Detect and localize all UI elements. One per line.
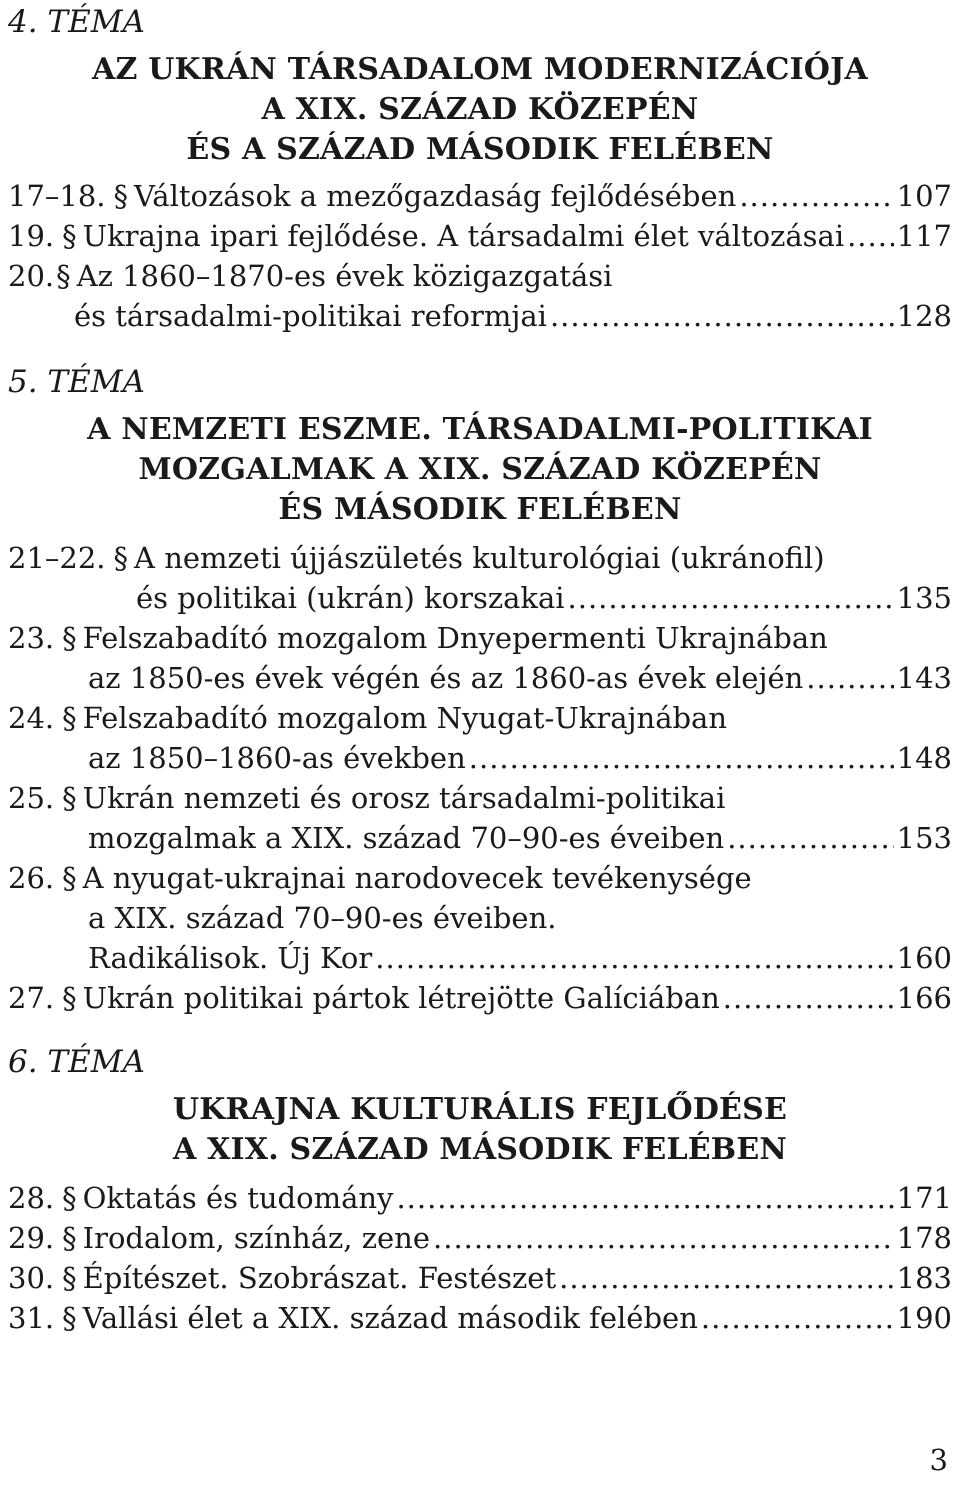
toc-entry-17-18[interactable] (8, 176, 952, 216)
dot-leader (396, 1178, 893, 1218)
entry-title: Oktatás és tudomány (82, 1181, 394, 1215)
section-sign-icon: § (62, 781, 77, 815)
section-sign-icon: § (62, 701, 77, 735)
entry-number: 25. (8, 781, 55, 815)
theme-6-title (0, 1090, 960, 1170)
dot-leader (739, 176, 893, 216)
entry-title: Ukrajna ipari fejlődése. A társadalmi élet változásai (82, 219, 845, 253)
section-sign-icon: § (62, 981, 77, 1015)
section-sign-icon: § (62, 1301, 77, 1335)
toc-entry-20[interactable] (8, 256, 952, 336)
entry-number: 27. (8, 981, 55, 1015)
toc-entry-27[interactable] (8, 978, 952, 1018)
entry-title-continuation: az 1850–1860-as években (88, 741, 466, 775)
entry-title: A nyugat-ukrajnai narodovecek tevékenysége (82, 861, 752, 895)
theme-6-title-line: UKRAJNA KULTURÁLIS FEJLŐDÉSE (172, 1092, 788, 1127)
entry-number: 21–22. (8, 541, 106, 575)
theme-5-title-line: MOZGALMAK A XIX. SZÁZAD KÖZEPÉN (138, 452, 822, 487)
entry-title-continuation: az 1850-es évek végén és az 1860-as évek elején (88, 661, 804, 695)
toc-entry-19[interactable] (8, 216, 952, 256)
dot-leader (375, 938, 893, 978)
theme-5-label: 5. TÉMA (8, 364, 145, 400)
toc-entry-29[interactable] (8, 1218, 952, 1258)
toc-entry-25[interactable] (8, 778, 952, 858)
dot-leader (550, 296, 894, 336)
section-sign-icon: § (62, 1181, 77, 1215)
entry-number: 20. (8, 259, 55, 293)
entry-title-continuation: és társadalmi-politikai reformjai (74, 299, 547, 333)
theme-5-title-line: A NEMZETI ESZME. TÁRSADALMI-POLITIKAI (87, 412, 873, 447)
entry-number: 23. (8, 621, 55, 655)
theme-5-title-line: ÉS MÁSODIK FELÉBEN (278, 492, 682, 527)
dot-leader (701, 1298, 894, 1338)
theme-4-title-line: A XIX. SZÁZAD KÖZEPÉN (261, 92, 699, 127)
dot-leader (727, 818, 893, 858)
entry-title-continuation: Radikálisok. Új Kor (88, 941, 373, 975)
theme-4-title (0, 50, 960, 170)
entry-title-continuation: mozgalmak a XIX. század 70–90-es éveiben (88, 821, 725, 855)
theme-6-label: 6. TÉMA (8, 1044, 145, 1080)
entry-number: 28. (8, 1181, 55, 1215)
entry-page: 171 (896, 1181, 952, 1215)
entry-title: Építészet. Szobrászat. Festészet (82, 1261, 557, 1295)
toc-entry-21-22[interactable] (8, 538, 952, 618)
theme-4-label: 4. TÉMA (8, 4, 145, 40)
entry-page: 190 (896, 1301, 952, 1335)
section-sign-icon: § (113, 179, 129, 213)
entry-page: 183 (896, 1261, 952, 1295)
entry-title: Ukrán politikai pártok létrejötte Galíciában (82, 981, 720, 1015)
entry-title: Felszabadító mozgalom Dnyepermenti Ukrajnában (82, 621, 828, 655)
theme-4-title-line: AZ UKRÁN TÁRSADALOM MODERNIZÁCIÓJA (91, 52, 869, 87)
toc-entry-26[interactable] (8, 858, 952, 978)
entry-number: 17–18. (8, 179, 106, 213)
entry-page: 107 (896, 179, 952, 213)
entry-title: A nemzeti újjászületés kulturológiai (ukránofil) (134, 541, 825, 575)
entry-title-continuation: a XIX. század 70–90-es éveiben. (88, 901, 557, 935)
entry-title: Változások a mezőgazdaság fejlődésében (134, 179, 737, 213)
entry-page: 178 (896, 1221, 952, 1255)
toc-entry-24[interactable] (8, 698, 952, 778)
section-sign-icon: § (62, 219, 77, 253)
entry-number: 31. (8, 1301, 55, 1335)
section-sign-icon: § (62, 1221, 77, 1255)
toc-entry-31[interactable] (8, 1298, 952, 1338)
section-sign-icon: § (113, 541, 129, 575)
entry-title: Az 1860–1870-es évek közigazgatási (76, 259, 613, 293)
theme-4-title-line: ÉS A SZÁZAD MÁSODIK FELÉBEN (186, 132, 774, 167)
entry-page: 143 (896, 661, 952, 695)
entry-page: 160 (896, 941, 952, 975)
section-sign-icon: § (56, 259, 71, 293)
entry-number: 26. (8, 861, 55, 895)
dot-leader (723, 978, 894, 1018)
theme-6-title-line: A XIX. SZÁZAD MÁSODIK FELÉBEN (172, 1132, 788, 1167)
entry-title: Vallási élet a XIX. század második felében (82, 1301, 698, 1335)
entry-title-continuation: és politikai (ukrán) korszakai (136, 581, 565, 615)
dot-leader (806, 658, 893, 698)
toc-entry-23[interactable] (8, 618, 952, 698)
theme-5-title (0, 410, 960, 530)
section-sign-icon: § (62, 1261, 77, 1295)
entry-page: 148 (896, 741, 952, 775)
entry-page: 117 (896, 219, 952, 253)
page-number: 3 (929, 1443, 948, 1477)
section-sign-icon: § (62, 861, 77, 895)
dot-leader (847, 216, 894, 256)
toc-entry-30[interactable] (8, 1258, 952, 1298)
dot-leader (568, 578, 894, 618)
toc-entry-28[interactable] (8, 1178, 952, 1218)
entry-page: 128 (896, 299, 952, 333)
entry-number: 24. (8, 701, 55, 735)
entry-page: 135 (896, 581, 952, 615)
entry-page: 166 (896, 981, 952, 1015)
entry-page: 153 (896, 821, 952, 855)
dot-leader (559, 1258, 894, 1298)
entry-title: Ukrán nemzeti és orosz társadalmi-politikai (82, 781, 726, 815)
dot-leader (433, 1218, 894, 1258)
entry-number: 29. (8, 1221, 55, 1255)
dot-leader (469, 738, 894, 778)
entry-number: 19. (8, 219, 55, 253)
entry-number: 30. (8, 1261, 55, 1295)
entry-title: Irodalom, színház, zene (82, 1221, 431, 1255)
entry-title: Felszabadító mozgalom Nyugat-Ukrajnában (82, 701, 728, 735)
section-sign-icon: § (62, 621, 77, 655)
